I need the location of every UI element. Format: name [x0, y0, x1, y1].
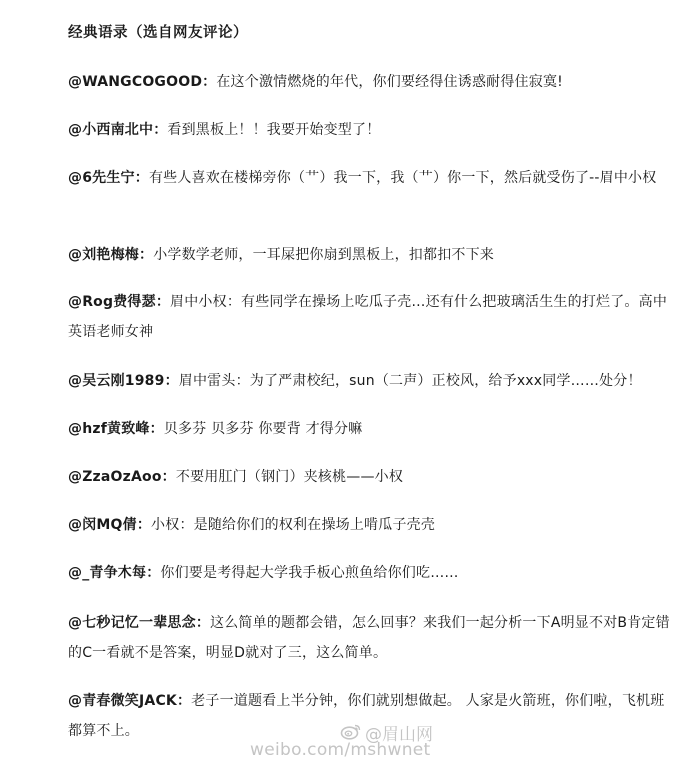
comment-text: 贝多芬 贝多芬 你要背 才得分嘛 [163, 421, 363, 437]
comment-text: 这么简单的题都会错，怎么回事？来我们一起分析一下A明显不对B肯定错的C一看就不是答案，明显D就对了三，这么简单。 [68, 615, 670, 661]
watermark-name: @眉山网 [365, 725, 433, 745]
comment-text: 眉中小权：有些同学在操场上吃瓜子壳…还有什么把玻璃活生生的打烂了。高中英语老师女神 [68, 294, 668, 340]
comment-separator: ： [149, 421, 164, 437]
comment-item [68, 462, 676, 492]
watermark [248, 720, 448, 764]
comment-text: 小权：是随给你们的权利在操场上啃瓜子壳壳 [151, 517, 436, 533]
comment-text: 小学数学老师，一耳屎把你扇到黑板上，扣都扣不下来 [153, 247, 495, 263]
page-title: 经典语录（选自网友评论） [68, 25, 248, 41]
comment-text: 老子一道题看上半分钟，你们就别想做起。 人家是火箭班，你们啦，飞机班都算不上。 [68, 693, 665, 739]
comment-text: 眉中雷头：为了严肃校纪，sun（二声）正校风，给予xxx同学……处分！ [178, 373, 642, 389]
comment-item [68, 608, 676, 668]
comment-username: @闵MQ倩 [68, 517, 137, 533]
comment-item [68, 558, 676, 588]
comment-separator: ： [153, 122, 168, 138]
comment-text: 有些人喜欢在楼梯旁你（艹）我一下，我（艹）你一下，然后就受伤了--眉中小权 [148, 170, 657, 186]
comment-username: @小西南北中 [68, 122, 154, 138]
comment-username: @hzf黄致峰 [68, 421, 150, 437]
comment-separator: ： [164, 373, 179, 389]
comment-item [68, 414, 676, 444]
comment-separator: ： [146, 565, 161, 581]
comment-item [68, 366, 676, 396]
comment-text: 在这个激情燃烧的年代，你们要经得住诱惑耐得住寂寞! [216, 74, 563, 90]
comment-text: 看到黑板上！！我要开始变型了！ [167, 122, 381, 138]
comment-separator: ： [134, 170, 149, 186]
weibo-logo-icon [340, 722, 362, 740]
comment-item [68, 163, 676, 193]
comment-username: @Rog费得瑟 [68, 294, 156, 310]
comment-separator: ： [195, 615, 211, 631]
watermark-url: weibo.com/mshwnet [250, 740, 431, 760]
comment-username: @6先生宁 [68, 170, 135, 186]
comment-text: 你们要是考得起大学我手板心煎鱼给你们吃…… [160, 565, 459, 581]
comment-username: @七秒记忆一辈思念 [68, 615, 196, 631]
comment-item [68, 287, 676, 347]
comment-text: 不要用肛门（钢门）夹核桃——小权 [175, 469, 404, 485]
comment-separator: ： [176, 693, 192, 709]
comment-username: @吴云刚1989 [68, 373, 165, 389]
comment-username: @_青争木每 [68, 565, 147, 581]
comment-username: @刘艳梅梅 [68, 247, 139, 263]
comment-item [68, 240, 676, 270]
comment-item [68, 510, 676, 540]
comment-separator: ： [155, 294, 171, 310]
comment-username: @ZzaOzAoo [68, 469, 162, 485]
comment-separator: ： [136, 517, 152, 533]
comment-username: @WANGCOGOOD [68, 74, 203, 90]
comment-separator: ： [139, 247, 154, 263]
comment-separator: ： [161, 469, 176, 485]
comment-item [68, 67, 676, 97]
comment-separator: ： [202, 74, 217, 90]
comment-item [68, 115, 676, 145]
comment-username: @青春微笑JACK [68, 693, 177, 709]
